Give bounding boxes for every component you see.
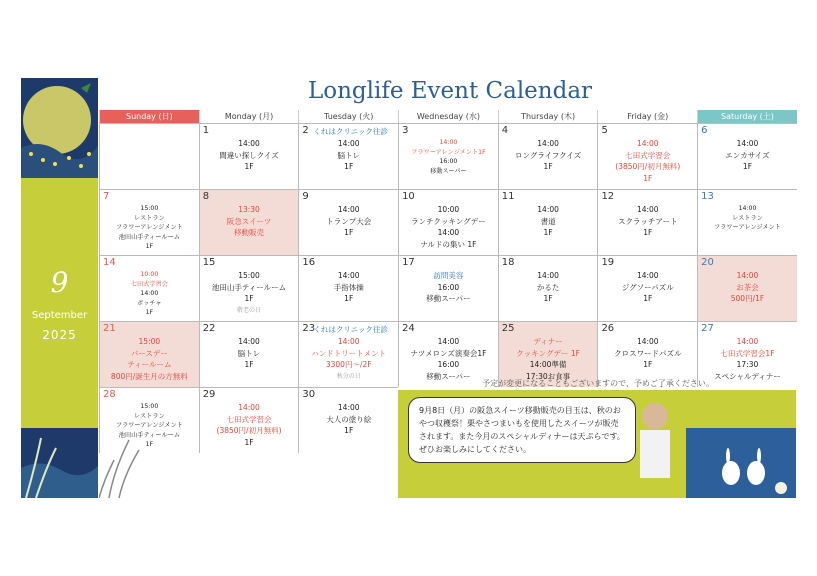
event-line: 1F bbox=[742, 162, 753, 171]
event-line: 14:00 bbox=[736, 271, 759, 280]
event-line: 書道 bbox=[540, 216, 556, 226]
event-lines bbox=[299, 204, 398, 239]
event-lines bbox=[100, 204, 199, 252]
event-line: 七田式学習会 bbox=[625, 150, 671, 160]
event-line: 15:00 bbox=[140, 205, 159, 212]
event-line: 14:00 bbox=[736, 337, 759, 346]
calendar-day-cell[interactable] bbox=[398, 123, 498, 189]
event-line: 500円/1F bbox=[730, 294, 765, 303]
calendar-day-cell[interactable] bbox=[498, 123, 598, 189]
weekday-wednesday: Wednesday (水) bbox=[398, 110, 498, 123]
event-line: お茶会 bbox=[736, 282, 759, 292]
day-number: 26 bbox=[601, 323, 615, 334]
day-number: 23 bbox=[302, 323, 316, 334]
calendar-day-cell[interactable] bbox=[199, 255, 299, 321]
event-line: 1F bbox=[643, 294, 653, 303]
event-line: 17:30お食事 bbox=[526, 371, 571, 381]
weekday-sunday: Sunday (日) bbox=[99, 110, 199, 123]
event-line: 訪問美容 bbox=[433, 271, 464, 280]
event-line: 15:00 bbox=[238, 271, 260, 280]
event-line: 1F bbox=[643, 173, 653, 183]
event-line: クロスワードパズル bbox=[614, 348, 682, 358]
day-number: 9 bbox=[302, 191, 309, 202]
event-lines bbox=[200, 138, 299, 173]
day-number: 20 bbox=[701, 257, 714, 268]
clinic-visit-label: くれはクリニック往診 bbox=[313, 127, 388, 136]
pampas-moon-illustration bbox=[21, 428, 98, 498]
calendar-day-cell[interactable] bbox=[298, 255, 398, 321]
day-number: 25 bbox=[501, 323, 515, 334]
event-line: 脳トレ bbox=[337, 150, 360, 160]
event-line: 移動スーパー bbox=[430, 167, 467, 175]
event-line: 15:00 bbox=[138, 337, 161, 346]
day-number: 10 bbox=[402, 191, 415, 202]
day-number: 27 bbox=[701, 323, 714, 334]
event-line: ロングライフクイズ bbox=[514, 150, 582, 160]
day-number: 14 bbox=[103, 257, 116, 268]
event-line: 七田式学習会 bbox=[130, 280, 168, 288]
event-line: かるた bbox=[536, 282, 560, 292]
calendar-day-cell[interactable] bbox=[398, 255, 498, 321]
calendar-day-cell[interactable] bbox=[99, 321, 199, 387]
event-line: スペシャルディナー bbox=[714, 371, 781, 381]
calendar-day-cell[interactable] bbox=[697, 255, 797, 321]
event-lines bbox=[499, 270, 598, 305]
event-line: 14:00 bbox=[537, 139, 559, 148]
calendar-day-cell[interactable] bbox=[697, 189, 797, 255]
event-line: 14:00 bbox=[537, 205, 559, 214]
calendar-day-cell[interactable] bbox=[99, 189, 199, 255]
day-number: 5 bbox=[601, 125, 608, 136]
event-line: エンカサイズ bbox=[725, 150, 770, 160]
event-lines bbox=[499, 204, 598, 239]
event-line: 池田山手ティールーム bbox=[118, 431, 180, 439]
event-lines bbox=[698, 138, 797, 173]
day-number: 16 bbox=[302, 257, 316, 268]
calendar-day-cell[interactable] bbox=[597, 255, 697, 321]
event-lines bbox=[598, 204, 697, 239]
weekday-friday: Friday (金) bbox=[597, 110, 697, 123]
day-number: 29 bbox=[202, 389, 216, 400]
event-lines bbox=[598, 336, 697, 371]
event-line: 池田山手ティールーム bbox=[211, 282, 287, 292]
weekday-tuesday: Tuesday (火) bbox=[298, 110, 398, 123]
calendar-day-cell[interactable] bbox=[199, 189, 299, 255]
event-line: 10:00 bbox=[140, 271, 159, 278]
calendar-day-cell[interactable] bbox=[99, 255, 199, 321]
event-line: ボッチャ bbox=[137, 299, 162, 307]
day-number: 17 bbox=[402, 257, 415, 268]
event-line: 1F bbox=[244, 437, 254, 447]
event-line: 14:00 bbox=[140, 290, 159, 297]
event-line: ディナー bbox=[533, 337, 563, 346]
holiday-note: 秋分の日 bbox=[336, 372, 361, 380]
event-lines bbox=[698, 336, 797, 382]
event-line: 14:00 bbox=[238, 403, 260, 412]
day-number: 13 bbox=[701, 191, 714, 202]
event-line: 14:00 bbox=[636, 337, 659, 346]
month-number: 9 bbox=[50, 266, 69, 299]
event-line: フラワーアレンジメント bbox=[115, 224, 183, 231]
event-line: 1F bbox=[543, 294, 553, 303]
calendar-week-row bbox=[99, 255, 797, 321]
event-line: 七田式学習会 bbox=[226, 414, 272, 424]
event-line: (3850円/初月無料) bbox=[216, 426, 282, 435]
calendar-day-cell[interactable] bbox=[298, 387, 398, 453]
event-lines bbox=[499, 336, 598, 382]
event-lines bbox=[698, 270, 797, 305]
calendar-day-cell[interactable] bbox=[597, 189, 697, 255]
event-line: 移動スーパー bbox=[426, 371, 471, 381]
event-line: 1F bbox=[344, 228, 354, 237]
event-line: レストラン bbox=[133, 214, 165, 222]
calendar-day-cell[interactable] bbox=[498, 255, 598, 321]
day-number: 11 bbox=[501, 191, 515, 202]
day-number: 19 bbox=[601, 257, 615, 268]
event-line: 16:00 bbox=[437, 282, 460, 292]
event-line: 七田式学習会1F bbox=[720, 348, 775, 358]
event-line: トランプ大会 bbox=[326, 216, 372, 226]
event-line: 1F bbox=[145, 243, 154, 250]
event-line: スクラッチアート bbox=[617, 216, 678, 226]
calendar-day-cell[interactable] bbox=[99, 123, 199, 189]
event-line: 14:00 bbox=[337, 271, 360, 280]
event-line: 14:00 bbox=[337, 139, 360, 148]
event-line: 1F bbox=[344, 426, 354, 435]
calendar-day-cell[interactable] bbox=[199, 321, 299, 387]
event-line: 14:00 bbox=[437, 228, 460, 237]
weekday-thursday: Thursday (木) bbox=[498, 110, 598, 123]
calendar-day-cell[interactable] bbox=[398, 189, 498, 255]
event-lines bbox=[598, 270, 697, 305]
event-line: 1F bbox=[244, 294, 254, 303]
calendar-day-cell[interactable] bbox=[597, 123, 697, 189]
event-line: ナルドの集い 1F bbox=[420, 239, 477, 249]
day-number: 7 bbox=[103, 191, 110, 202]
moon-night-illustration bbox=[21, 78, 98, 178]
event-line: 10:00 bbox=[437, 205, 460, 214]
left-sidebar bbox=[21, 78, 98, 498]
event-line: ランチクッキングデー bbox=[411, 216, 486, 226]
event-line: 14:00準備 bbox=[529, 360, 567, 369]
event-line: 阪急スイーツ bbox=[226, 216, 272, 226]
event-line: 14:00 bbox=[636, 139, 659, 148]
event-line: 3300円～/2F bbox=[325, 360, 372, 369]
event-line: 間違い探しクイズ bbox=[219, 150, 279, 160]
event-lines bbox=[200, 204, 299, 239]
calendar-week-row bbox=[99, 123, 797, 189]
event-line: ジグソーパズル bbox=[621, 282, 674, 292]
event-line: 16:00 bbox=[439, 158, 458, 165]
event-line: 1F bbox=[643, 228, 653, 237]
event-lines bbox=[499, 138, 598, 173]
event-lines bbox=[100, 270, 199, 318]
day-number: 2 bbox=[302, 125, 309, 136]
event-line: 14:00 bbox=[636, 205, 659, 214]
calendar-day-cell[interactable] bbox=[298, 189, 398, 255]
event-line: ハンドトリートメント bbox=[311, 348, 387, 358]
event-line: 14:00 bbox=[238, 139, 260, 148]
event-line: 14:00 bbox=[636, 271, 659, 280]
event-line: 14:00 bbox=[736, 139, 759, 148]
day-number: 22 bbox=[202, 323, 216, 334]
event-line: 1F bbox=[543, 228, 553, 237]
event-line: 1F bbox=[344, 294, 354, 303]
day-number: 21 bbox=[103, 323, 116, 334]
weekday-monday: Monday (月) bbox=[199, 110, 299, 123]
holiday-note: 敬老の日 bbox=[237, 306, 262, 314]
day-number: 30 bbox=[302, 389, 316, 400]
day-number: 15 bbox=[202, 257, 216, 268]
event-line: レストラン bbox=[133, 412, 165, 420]
day-number: 4 bbox=[501, 125, 509, 136]
event-line: 1F bbox=[244, 162, 254, 171]
event-line: クッキングデー 1F bbox=[516, 348, 580, 358]
event-line: 手指体操 bbox=[333, 282, 364, 292]
event-line: 14:00 bbox=[337, 337, 360, 346]
event-lines bbox=[598, 138, 697, 184]
event-line: フラワーアレンジメント1F bbox=[411, 148, 486, 156]
year: 2025 bbox=[42, 328, 77, 342]
day-number: 24 bbox=[402, 323, 415, 334]
event-line: 13:30 bbox=[238, 205, 260, 214]
event-lines bbox=[299, 138, 398, 173]
event-lines bbox=[399, 204, 498, 250]
notice-text: 予定が変更になることもございますので、予めご了承ください。 bbox=[482, 379, 714, 388]
event-lines bbox=[299, 336, 398, 382]
event-line: 14:00 bbox=[238, 337, 260, 346]
event-lines bbox=[399, 138, 498, 176]
pampas-grass-illustration bbox=[99, 430, 159, 498]
event-lines bbox=[399, 336, 498, 382]
event-line: (3850円/初月無料) bbox=[615, 162, 681, 171]
speech-bubble: 9月8日（月）の阪急スイーツ移動販売の目玉は、秋のおやつ収穫祭！栗やさつまいもを使用したスイーツが販売されます。また今月のスペシャルディナーは天ぷらです。ぜひお楽しみにしてください。 bbox=[408, 397, 636, 463]
day-number: 3 bbox=[402, 125, 409, 136]
event-lines bbox=[299, 402, 398, 437]
event-line: 1F bbox=[543, 162, 553, 171]
event-line: 池田山手ティールーム bbox=[118, 233, 180, 241]
day-number: 18 bbox=[501, 257, 515, 268]
event-line: ナツメロンズ演奏会1F bbox=[410, 348, 487, 358]
calendar-day-cell[interactable] bbox=[199, 387, 299, 453]
day-number: 12 bbox=[601, 191, 615, 202]
calendar-day-cell[interactable] bbox=[697, 123, 797, 189]
event-line: 14:00 bbox=[337, 403, 360, 412]
day-number: 6 bbox=[701, 125, 708, 136]
day-number: 8 bbox=[202, 191, 210, 202]
event-lines bbox=[698, 204, 797, 233]
calendar-day-cell[interactable] bbox=[298, 123, 398, 189]
day-number: 1 bbox=[202, 125, 210, 136]
event-line: フラワーアレンジメント bbox=[713, 224, 781, 231]
event-lines bbox=[100, 336, 199, 382]
weekday-saturday: Saturday (土) bbox=[697, 110, 797, 123]
calendar-day-cell[interactable] bbox=[498, 189, 598, 255]
day-number: 28 bbox=[103, 389, 116, 400]
event-lines bbox=[299, 270, 398, 305]
event-line: フラワーアレンジメント bbox=[115, 422, 183, 429]
event-line: 800円/誕生月の方無料 bbox=[110, 371, 188, 381]
event-lines bbox=[399, 270, 498, 305]
event-line: 14:00 bbox=[337, 205, 360, 214]
event-line: 大人の塗り絵 bbox=[326, 414, 372, 424]
event-lines bbox=[200, 336, 299, 371]
month-name: September bbox=[31, 310, 88, 321]
event-line: 14:00 bbox=[439, 139, 458, 146]
event-line: 1F bbox=[145, 441, 154, 448]
event-line: 移動スーパー bbox=[426, 294, 471, 303]
staff-photo bbox=[636, 398, 674, 478]
event-line: 1F bbox=[244, 360, 254, 369]
calendar-day-cell[interactable] bbox=[199, 123, 299, 189]
event-line: 14:00 bbox=[738, 205, 757, 212]
calendar-day-cell[interactable] bbox=[298, 321, 398, 387]
event-line: レストラン bbox=[732, 214, 763, 222]
event-lines bbox=[200, 402, 299, 448]
event-line: 移動販売 bbox=[234, 228, 265, 237]
clinic-visit-label: くれはクリニック往診 bbox=[313, 325, 388, 334]
page-title: Longlife Event Calendar bbox=[307, 78, 593, 104]
event-line: 1F bbox=[643, 360, 653, 369]
event-lines bbox=[200, 270, 299, 316]
event-line: 17:30 bbox=[736, 360, 759, 369]
event-line: 14:00 bbox=[437, 337, 460, 346]
rabbits-moon-illustration bbox=[686, 428, 796, 498]
event-line: 1F bbox=[145, 309, 154, 316]
event-line: 脳トレ bbox=[237, 348, 261, 358]
event-line: 1F bbox=[344, 162, 354, 171]
event-line: バースデー bbox=[130, 348, 168, 358]
message-panel bbox=[398, 390, 796, 498]
event-line: ティールーム bbox=[127, 360, 172, 369]
event-line: 14:00 bbox=[537, 271, 559, 280]
event-line: 16:00 bbox=[437, 360, 460, 369]
calendar-week-row bbox=[99, 189, 797, 255]
event-line: 15:00 bbox=[140, 403, 159, 410]
weekday-header bbox=[99, 110, 797, 123]
